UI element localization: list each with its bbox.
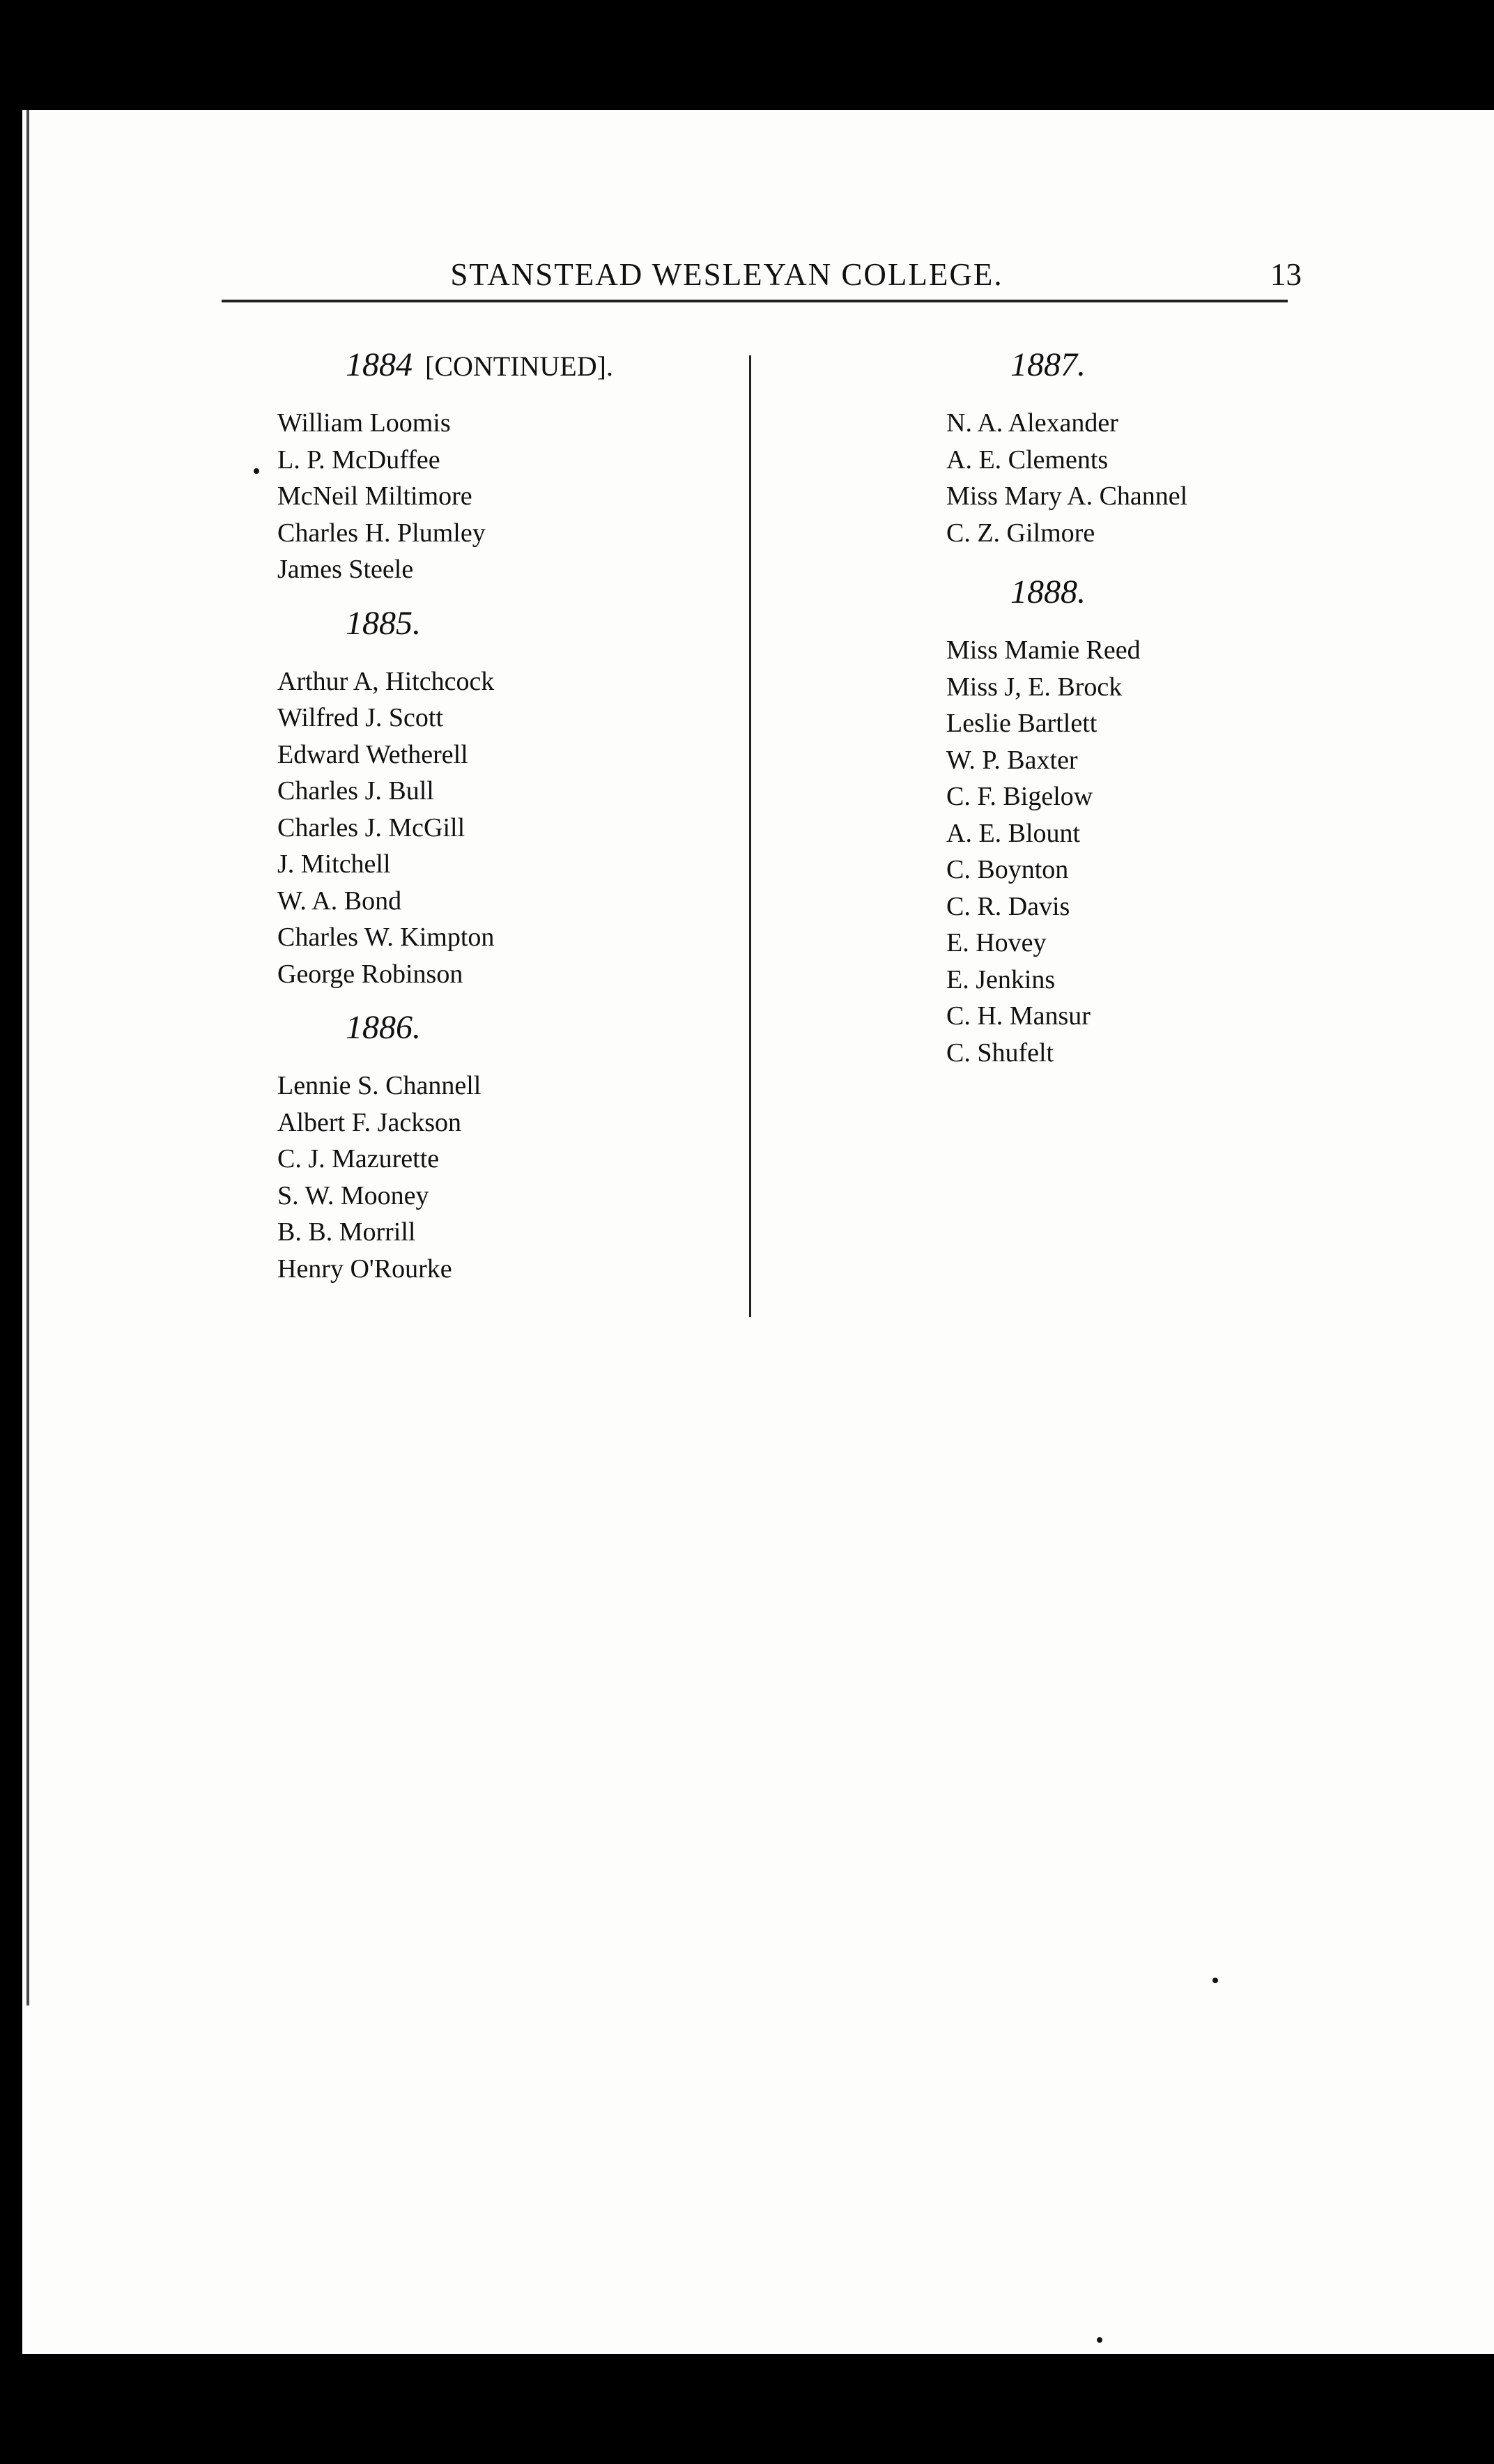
list-item: E. Jenkins <box>946 964 1056 994</box>
page-number: 13 <box>1270 257 1302 292</box>
list-item: Miss Mary A. Channel <box>946 482 1188 511</box>
list-item: Lennie S. Channell <box>277 1071 482 1100</box>
list-item: W. A. Bond <box>277 886 402 916</box>
list-item: C. F. Bigelow <box>946 782 1093 811</box>
list-item: W. P. Baxter <box>946 745 1078 775</box>
ink-speck <box>1097 2337 1102 2343</box>
list-item: Miss Mamie Reed <box>946 636 1141 665</box>
list-item: James Steele <box>277 555 414 584</box>
list-item: Charles J. Bull <box>277 776 434 806</box>
header-rule <box>222 300 1288 302</box>
list-item: S. W. Mooney <box>277 1180 429 1210</box>
list-item: Charles W. Kimpton <box>277 923 495 952</box>
list-item: Wilfred J. Scott <box>277 703 444 732</box>
list-item: C. Z. Gilmore <box>946 518 1095 548</box>
list-item: Albert F. Jackson <box>277 1107 461 1137</box>
list-item: B. B. Morrill <box>277 1217 416 1247</box>
list-item: Leslie Bartlett <box>946 709 1098 738</box>
name-list-1885 <box>277 663 751 993</box>
list-item: Charles J. McGill <box>277 813 465 842</box>
list-item: William Loomis <box>277 408 451 438</box>
year-heading-1884 <box>277 345 751 385</box>
list-item: C. H. Mansur <box>946 1001 1091 1031</box>
list-item: E. Hovey <box>946 928 1047 957</box>
list-item: J. Mitchell <box>277 849 391 879</box>
right-column <box>946 345 1337 1086</box>
list-item: Miss J, E. Brock <box>946 672 1123 702</box>
list-item: A. E. Clements <box>946 445 1109 475</box>
list-item: C. J. Mazurette <box>277 1144 440 1173</box>
ink-speck <box>1212 1978 1218 1983</box>
column-divider <box>749 355 751 1317</box>
header-title: STANSTEAD WESLEYAN COLLEGE. <box>450 257 1003 292</box>
list-item: N. A. Alexander <box>946 408 1118 438</box>
list-item: Edward Wetherell <box>277 739 468 769</box>
year-heading-1888: 1888. <box>1010 573 1086 610</box>
ink-speck <box>254 468 259 474</box>
running-header <box>222 256 1323 305</box>
year-label: 1884 <box>346 346 413 383</box>
name-list-1888 <box>946 632 1337 1071</box>
name-list-1886 <box>277 1068 751 1287</box>
year-heading-1886: 1886. <box>346 1009 421 1046</box>
list-item: Arthur A, Hitchcock <box>277 666 495 696</box>
name-list-1887 <box>946 405 1337 551</box>
list-item: Henry O'Rourke <box>277 1254 452 1284</box>
list-item: C. Boynton <box>946 855 1069 884</box>
name-list-1884 <box>277 405 751 588</box>
left-column <box>277 345 751 1302</box>
page-binding-edge <box>26 110 29 2005</box>
list-item: C. Shufelt <box>946 1038 1054 1068</box>
list-item: George Robinson <box>277 959 463 989</box>
list-item: A. E. Blount <box>946 818 1081 848</box>
list-item: Charles H. Plumley <box>277 518 486 548</box>
year-heading-1885: 1885. <box>346 604 421 642</box>
year-heading-1887: 1887. <box>1010 346 1086 383</box>
continued-note: [CONTINUED]. <box>425 351 613 382</box>
list-item: L. P. McDuffee <box>277 445 440 475</box>
list-item: C. R. Davis <box>946 891 1070 921</box>
list-item: McNeil Miltimore <box>277 482 472 511</box>
